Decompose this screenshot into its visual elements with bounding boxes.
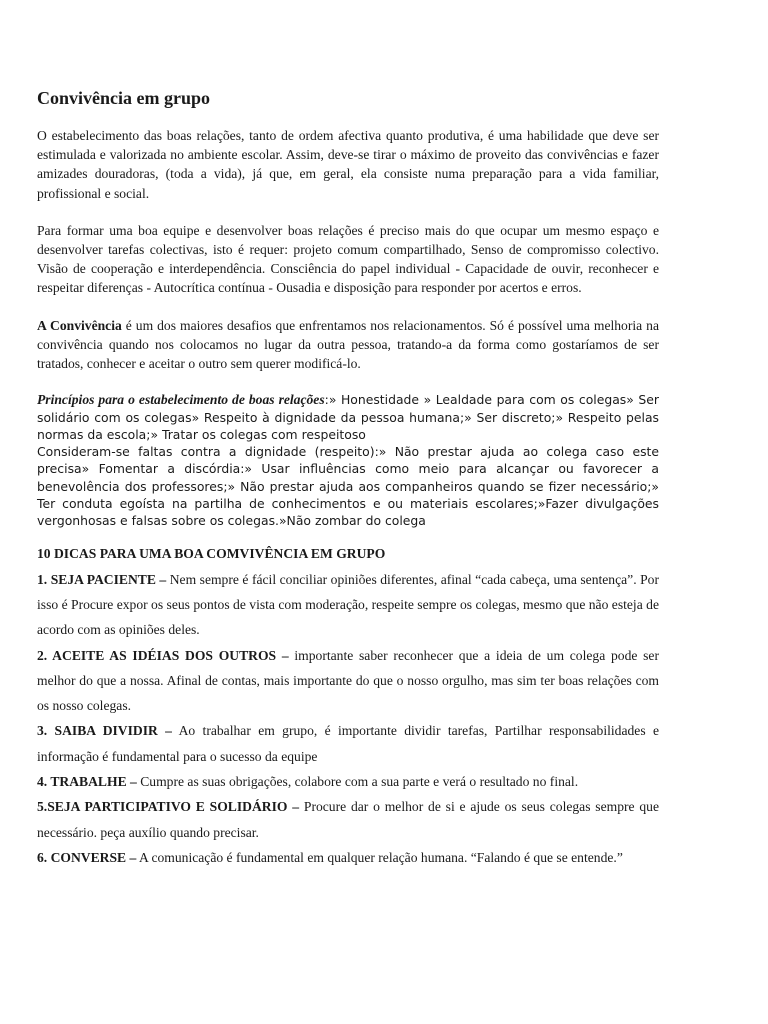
tip-text: importante saber reconhecer que a ideia de um colega pode ser melhor do que a nossa. Afinal de contas, mais importante do que o nosso orgulho, mas sim ter boas relações com os nosso colegas. bbox=[37, 647, 659, 714]
tip-1 bbox=[37, 567, 659, 643]
tip-2 bbox=[37, 643, 659, 719]
convivencia-lead: A Convivência bbox=[37, 317, 122, 333]
tip-3 bbox=[37, 718, 659, 769]
principles-lead: Princípios para o estabelecimento de boas relações bbox=[37, 392, 325, 408]
team-paragraph: Para formar uma boa equipe e desenvolver boas relações é preciso mais do que ocupar um mesmo espaço e desenvolver tarefas colectivas, isto é requer: projeto comum compartilhado, Senso de compromisso colectivo. Visão de cooperação e interdependência. Consciência do papel individual - Capacidade de ouvir, reconhecer e respeitar diferenças - Autocrítica contínua - Ousadia e disposição para responder por acertos e erros. bbox=[37, 222, 659, 296]
tip-lead: 1. SEJA PACIENTE – bbox=[37, 571, 167, 587]
tip-lead: 4. TRABALHE – bbox=[37, 773, 137, 789]
tip-lead: 6. CONVERSE – bbox=[37, 849, 137, 865]
tip-5 bbox=[37, 794, 659, 845]
principles-line-2: Consideram-se faltas contra a dignidade (respeito):» Não prestar ajuda ao colega caso este precisa» Fomentar a discórdia:» Usar influências como meio para alcançar ou favorecer a benevolência dos professores;» Não prestar ajuda aos companheiros quando se fizer necessário;» Ter conduta egoísta na partilha de conhecimentos e ou materiais escolares;»Fazer divulgações vergonhosas e falsas sobre os colegas.»Não zombar do colega bbox=[37, 444, 659, 529]
tip-lead: 5.SEJA PARTICIPATIVO E SOLIDÁRIO – bbox=[37, 799, 300, 815]
tip-text: Procure dar o melhor de si e ajude os seus colegas sempre que necessário. peça auxílio quando precisar. bbox=[37, 799, 659, 840]
tip-6 bbox=[37, 845, 659, 870]
dicas-heading: 10 DICAS PARA UMA BOA COMVIVÊNCIA EM GRUPO bbox=[37, 545, 386, 561]
tip-lead: 3. SAIBA DIVIDIR – bbox=[37, 723, 172, 739]
tip-text: Cumpre as suas obrigações, colabore com a sua parte e verá o resultado no final. bbox=[136, 773, 579, 789]
intro-paragraph: O estabelecimento das boas relações, tanto de ordem afectiva quanto produtiva, é uma habilidade que deve ser estimulada e valorizada no ambiente escolar. Assim, deve-se tirar o máximo de proveito das convivências e fazer amizades douradoras, (toda a vida), já que, em geral, ela consiste numa preparação para a vida familiar, profissional e social. bbox=[37, 128, 659, 201]
page-title: Convivência em grupo bbox=[37, 88, 210, 108]
tip-text: Nem sempre é fácil conciliar opiniões diferentes, afinal “cada cabeça, uma sentença”. Por isso é Procure expor os seus pontos de vista com moderação, respeite sempre os colegas, mesmo que não esteja de acordo com as opiniões deles. bbox=[37, 571, 659, 638]
principles-line-1: :» Honestidade » Lealdade para com os colegas» Ser solidário com os colegas» Respeito à dignidade da pessoa humana;» Ser discreto;» Respeito pelas normas da escola;» Tratar os colegas com respeitoso bbox=[37, 392, 659, 442]
tip-lead: 2. ACEITE AS IDÉIAS DOS OUTROS – bbox=[37, 647, 289, 663]
document-page bbox=[37, 86, 659, 870]
tip-text: Ao trabalhar em grupo, é importante dividir tarefas, Partilhar responsabilidades e informação é fundamental para o sucesso da equipe bbox=[37, 723, 659, 764]
principles-paragraph bbox=[37, 391, 659, 529]
convivencia-text: é um dos maiores desafios que enfrentamos nos relacionamentos. Só é possível uma melhoria na convivência quando nos colocamos no lugar da outra pessoa, tratando-a da forma como gostaríamos de ser tratados, conhecer e aceitar o outro sem querer modificá-lo. bbox=[37, 317, 659, 372]
tip-4 bbox=[37, 769, 659, 794]
tip-text: A comunicação é fundamental em qualquer relação humana. “Falando é que se entende.” bbox=[136, 849, 623, 865]
convivencia-paragraph bbox=[37, 316, 659, 374]
